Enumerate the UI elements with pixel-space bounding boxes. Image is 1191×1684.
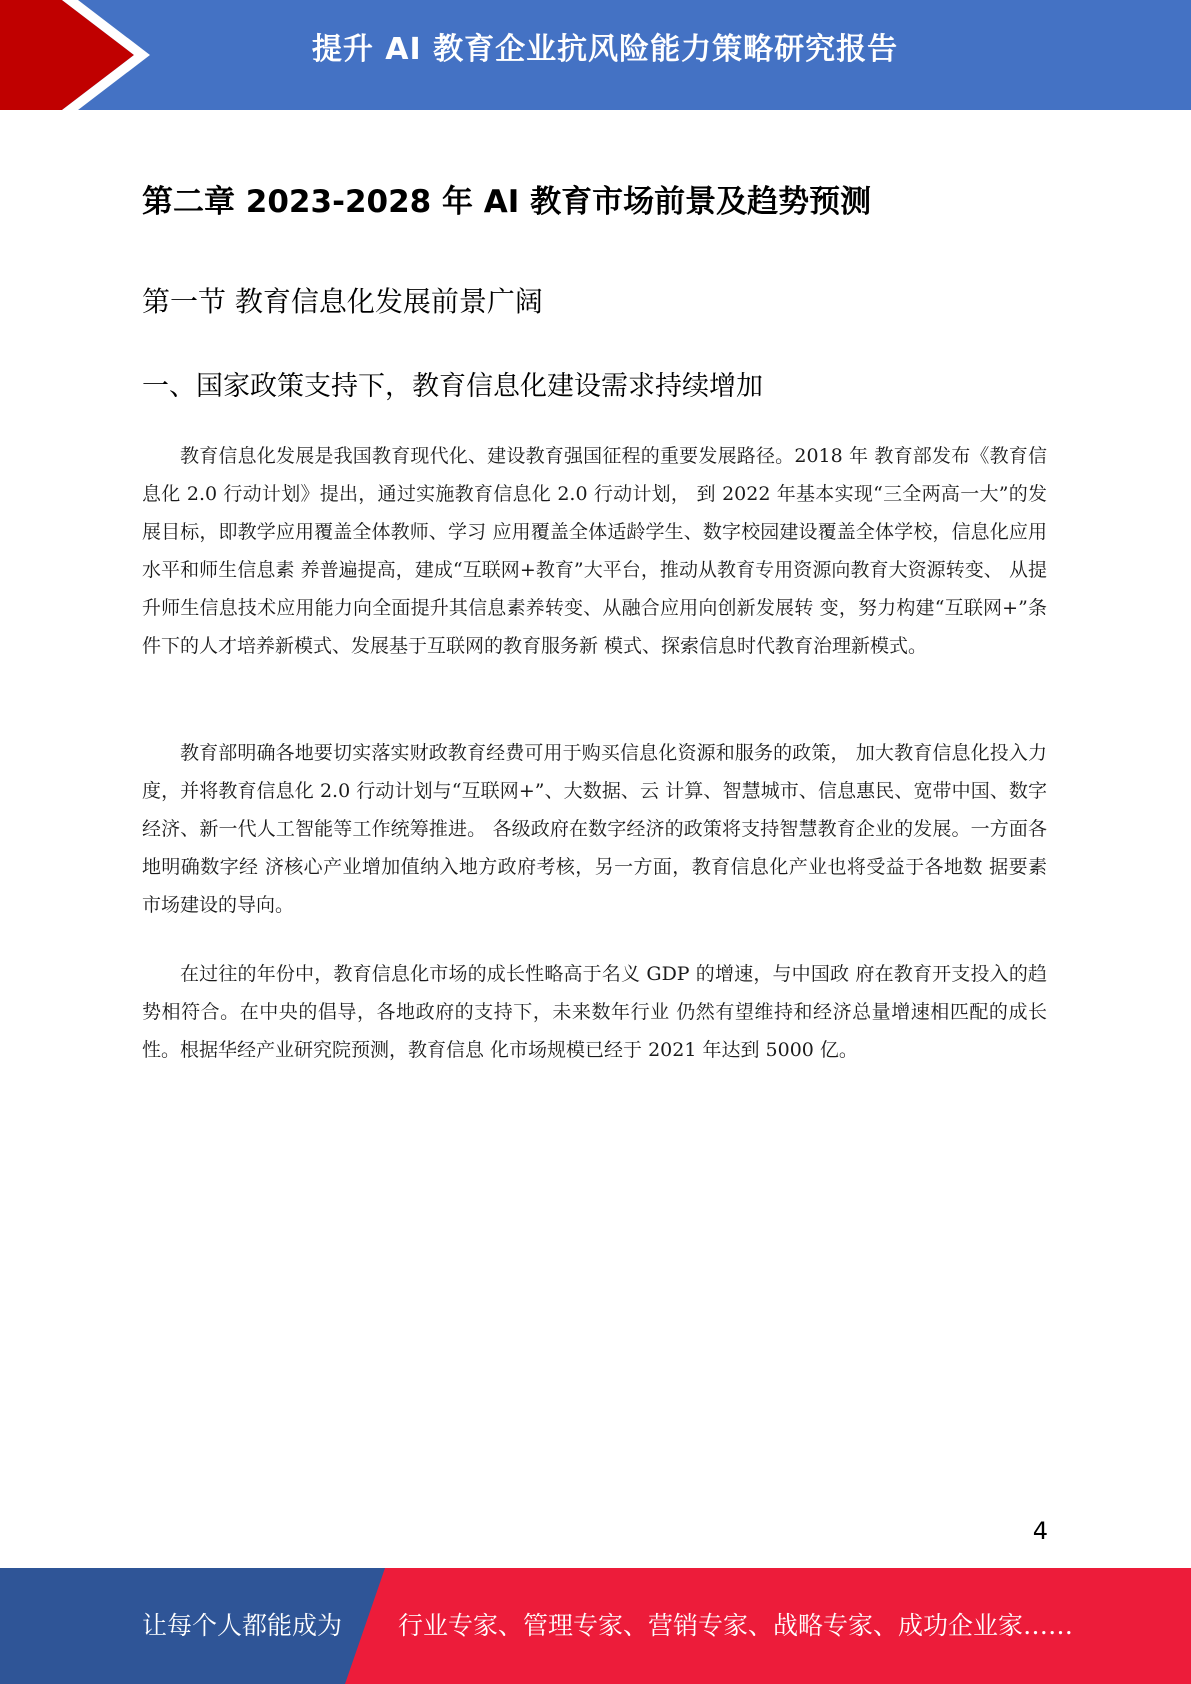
footer-banner [0,1568,1191,1684]
body-paragraph: 教育部明确各地要切实落实财政教育经费可用于购买信息化资源和服务的政策， 加大教育信息化投入力度，并将教育信息化 2.0 行动计划与“互联网+”、大数据、云 计算、智慧城市、信息惠民、宽带中国、数字经济、新一代人工智能等工作统筹推进。 各级政府在数字经济的政策将支持智慧教育企业的发展。一方面各地明确数字经 济核心产业增加值纳入地方政府考核，另一方面，教育信息化产业也将受益于各地数 据要素市场建设的导向。 [142,742,1047,916]
body-paragraph: 在过往的年份中，教育信息化市场的成长性略高于名义 GDP 的增速，与中国政 府在教育开支投入的趋势相符合。在中央的倡导，各地政府的支持下，未来数年行业 仍然有望维持和经济总量增速相匹配的成长性。根据华经产业研究院预测，教育信息 化市场规模已经于 2021 年达到 5000 亿。 [142,963,1047,1061]
section-title: 第一节 教育信息化发展前景广阔 [142,285,543,318]
footer-slogan-left: 让每个人都能成为 [142,1611,343,1640]
subsection-title: 一、国家政策支持下，教育信息化建设需求持续增加 [142,371,763,402]
chapter-title: 第二章 2023-2028 年 AI 教育市场前景及趋势预测 [142,184,872,220]
report-title: 提升 AI 教育企业抗风险能力策略研究报告 [311,32,899,67]
page-number: 4 [1032,1517,1048,1545]
header-banner [0,0,1191,110]
footer-slogan-right: 行业专家、管理专家、营销专家、战略专家、成功企业家…… [398,1611,1074,1640]
header-chevron-decoration [0,0,160,110]
body-paragraph: 教育信息化发展是我国教育现代化、建设教育强国征程的重要发展路径。2018 年 教育部发布《教育信息化 2.0 行动计划》提出，通过实施教育信息化 2.0 行动计划， 到 2022 年基本实现“三全两高一大”的发展目标，即教学应用覆盖全体教师、学习 应用覆盖全体适龄学生、数字校园建设覆盖全体学校，信息化应用水平和师生信息素 养普遍提高，建成“互联网+教育”大平台，推动从教育专用资源向教育大资源转变、 从提升师生信息技术应用能力向全面提升其信息素养转变、从融合应用向创新发展转 变，努力构建“互联网+”条件下的人才培养新模式、发展基于互联网的教育服务新 模式、探索信息时代教育治理新模式。 [142,445,1047,657]
